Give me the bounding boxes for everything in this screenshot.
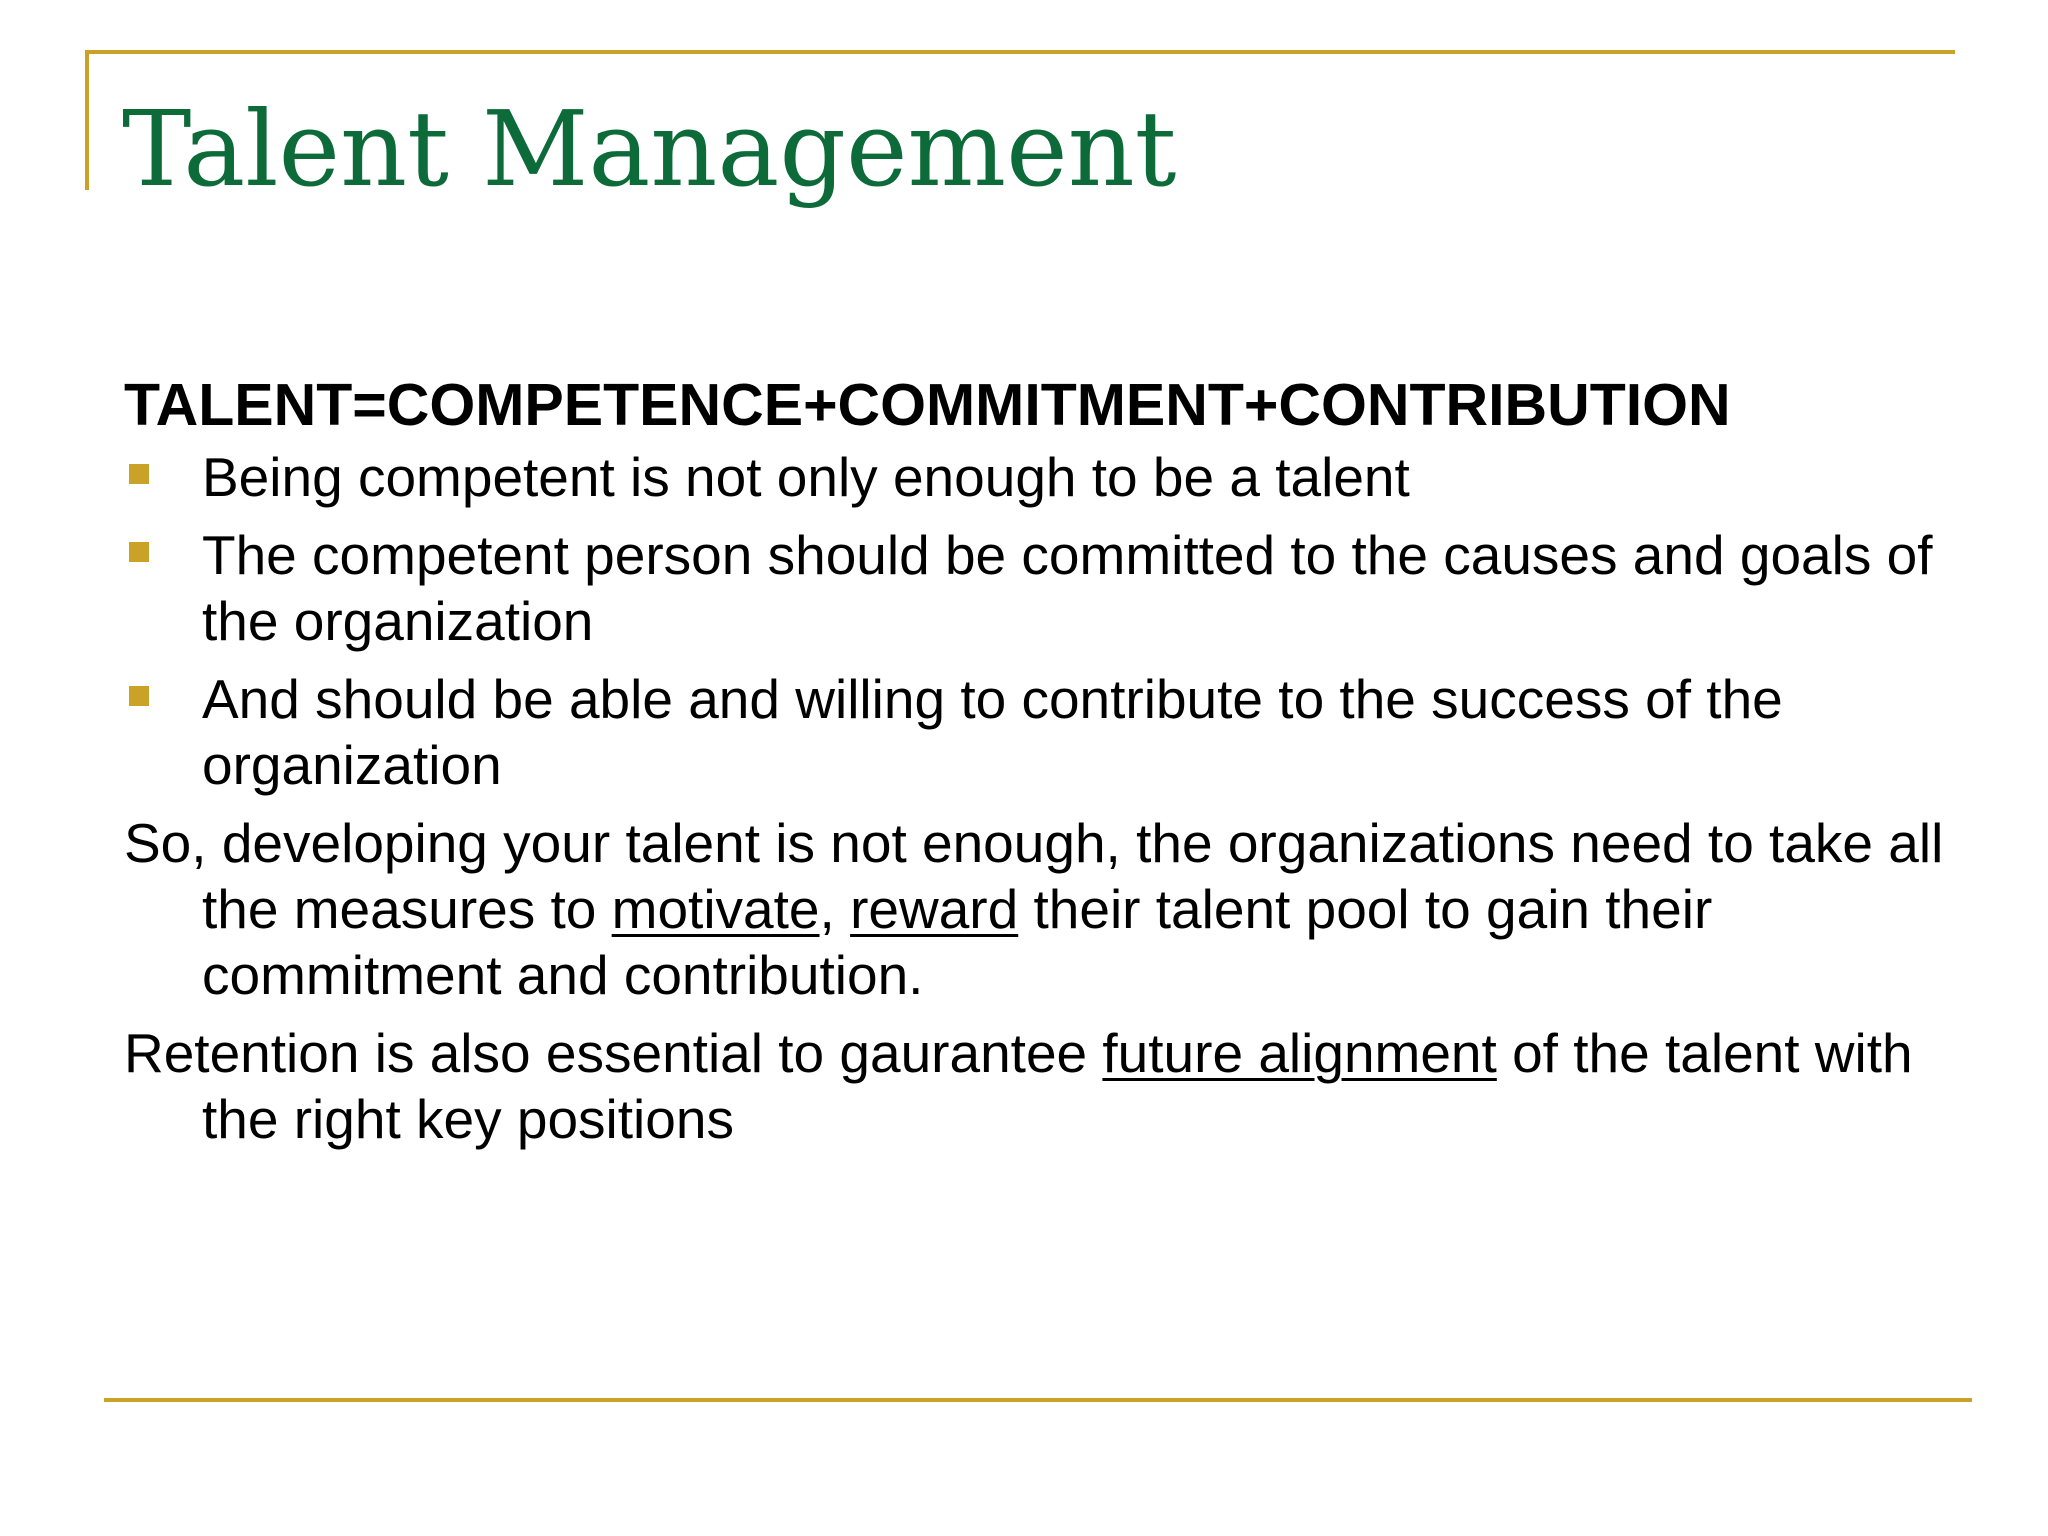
paragraph-text: Retention is also essential to gaurantee xyxy=(124,1022,1103,1084)
paragraph-text: So, developing your talent is not enough, the organizations need to take all the measures to xyxy=(124,812,1944,940)
bullet-list xyxy=(124,444,1954,798)
top-rule xyxy=(85,50,1955,54)
square-bullet-icon xyxy=(129,464,149,484)
square-bullet-icon xyxy=(129,686,149,706)
bullet-item xyxy=(124,666,1954,798)
bullet-item xyxy=(124,522,1954,654)
retention-paragraph xyxy=(124,1020,1954,1152)
left-rule xyxy=(85,50,89,190)
bullet-item xyxy=(124,444,1954,510)
bullet-text: Being competent is not only enough to be a talent xyxy=(202,446,1410,508)
motivate-emphasis: motivate xyxy=(611,878,820,940)
bullet-text: And should be able and willing to contribute to the success of the organization xyxy=(202,668,1783,796)
reward-emphasis: reward xyxy=(850,878,1019,940)
bottom-rule xyxy=(104,1398,1972,1402)
slide-body xyxy=(124,370,1954,1164)
paragraph-text: their talent pool to gain their commitment and contribution. xyxy=(202,878,1713,1006)
paragraph-text: of the talent with the right key positions xyxy=(202,1022,1913,1150)
bullet-text: The competent person should be committed to the causes and goals of the organization xyxy=(202,524,1933,652)
future-alignment-emphasis: future alignment xyxy=(1102,1022,1497,1084)
motivation-paragraph xyxy=(124,810,1954,1008)
square-bullet-icon xyxy=(129,542,149,562)
paragraph-text: , xyxy=(819,878,851,940)
talent-equation: TALENT=COMPETENCE+COMMITMENT+CONTRIBUTION xyxy=(124,372,1731,438)
slide-title: Talent Management xyxy=(122,88,1177,210)
